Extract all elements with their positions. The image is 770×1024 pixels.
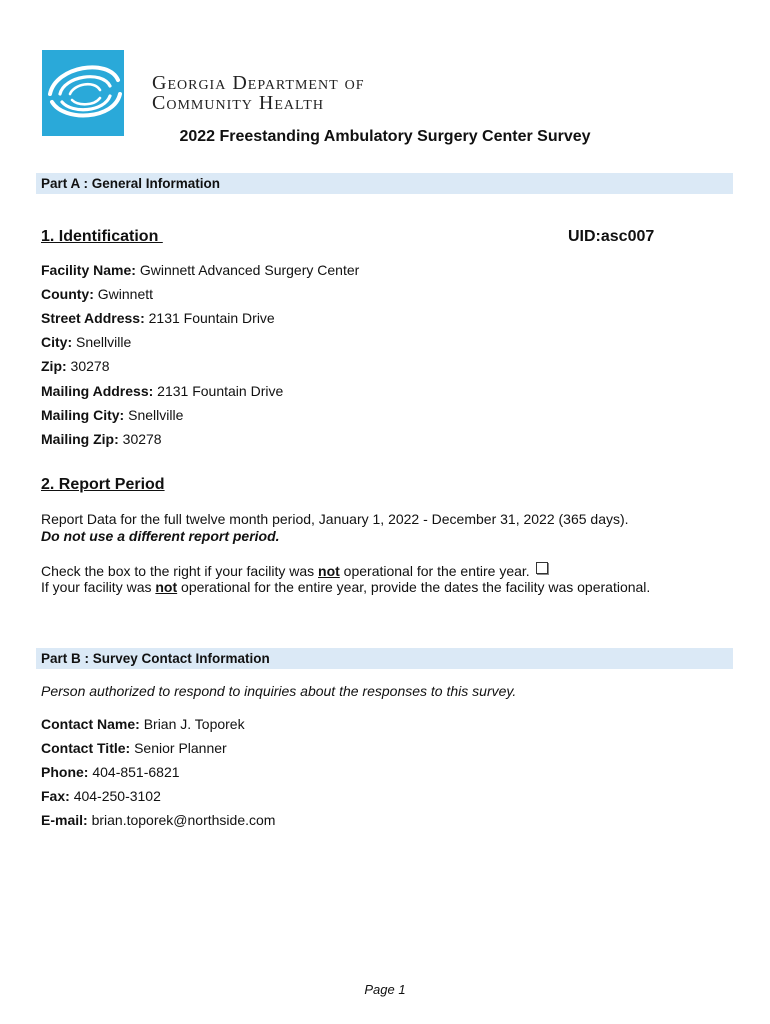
part-b-heading: Part B : Survey Contact Information (36, 648, 733, 669)
org-line-2: Community Health (152, 92, 324, 114)
report-period-heading: 2. Report Period (41, 476, 165, 493)
check-text-pre: Check the box to the right if your facility was (41, 563, 319, 579)
field-label: Contact Title: (41, 740, 131, 757)
not-operational-check-line (41, 562, 548, 579)
field-label: Facility Name: (41, 262, 136, 278)
field-value: 30278 (70, 358, 110, 375)
identification-field-row (41, 358, 109, 374)
field-value: brian.toporek@northside.com (91, 812, 276, 829)
field-value: 2131 Fountain Drive (148, 310, 275, 327)
field-value: 30278 (122, 430, 162, 447)
field-label: County: (41, 286, 94, 303)
identification-field-row (41, 286, 153, 302)
part-a-heading: Part A : General Information (36, 173, 733, 194)
field-value: Gwinnett Advanced Surgery Center (139, 262, 360, 278)
contact-field-row (41, 764, 180, 780)
field-label: City: (41, 334, 73, 351)
contact-field-row (41, 788, 161, 804)
identification-field-row (41, 262, 359, 278)
field-value: Snellville (128, 406, 184, 423)
contact-intro: Person authorized to respond to inquiries about the responses to this survey. (41, 683, 517, 699)
identification-field-row (41, 431, 162, 447)
field-value: Senior Planner (134, 740, 227, 757)
report-period-warning: Do not use a different report period. (41, 528, 280, 544)
report-period-text: Report Data for the full twelve month period, January 1, 2022 - December 31, 2022 (365 days). (41, 511, 629, 527)
field-label: Mailing Zip: (41, 430, 119, 447)
check-text-post: operational for the entire year. (339, 563, 530, 579)
field-value: Snellville (76, 334, 132, 351)
field-value: 404-851-6821 (92, 764, 180, 781)
organization-name (152, 73, 365, 113)
ifnot-text-not: not (155, 579, 178, 595)
contact-field-row (41, 716, 245, 732)
page-number: Page 1 (364, 982, 406, 997)
survey-title: 2022 Freestanding Ambulatory Surgery Center Survey (179, 128, 591, 145)
dch-logo (42, 50, 124, 136)
field-value: 404-250-3102 (73, 788, 161, 805)
not-operational-checkbox[interactable] (536, 562, 548, 574)
ifnot-text-post: operational for the entire year, provide the dates the facility was operational. (177, 579, 651, 595)
field-value: 2131 Fountain Drive (157, 382, 284, 399)
operational-dates-instruction (41, 579, 650, 595)
field-label: E-mail: (41, 812, 88, 829)
contact-field-row (41, 740, 227, 756)
field-label: Phone: (41, 764, 89, 781)
identification-field-row (41, 407, 183, 423)
identification-field-row (41, 383, 283, 399)
field-label: Zip: (41, 358, 67, 375)
identification-field-row (41, 334, 131, 350)
identification-heading: 1. Identification (41, 228, 163, 245)
contact-field-row (41, 812, 275, 828)
field-label: Mailing Address: (41, 382, 154, 399)
field-label: Street Address: (41, 310, 145, 327)
org-line-1: Georgia Department of (152, 72, 365, 94)
field-value: Brian J. Toporek (143, 716, 245, 732)
uid-label: UID:asc007 (568, 228, 655, 245)
field-label: Mailing City: (41, 406, 125, 423)
identification-field-row (41, 310, 275, 326)
check-text-not: not (318, 563, 340, 579)
field-value: Gwinnett (97, 286, 154, 303)
field-label: Contact Name: (41, 716, 140, 732)
ifnot-text-pre: If your facility was (41, 579, 156, 595)
field-label: Fax: (41, 788, 70, 805)
